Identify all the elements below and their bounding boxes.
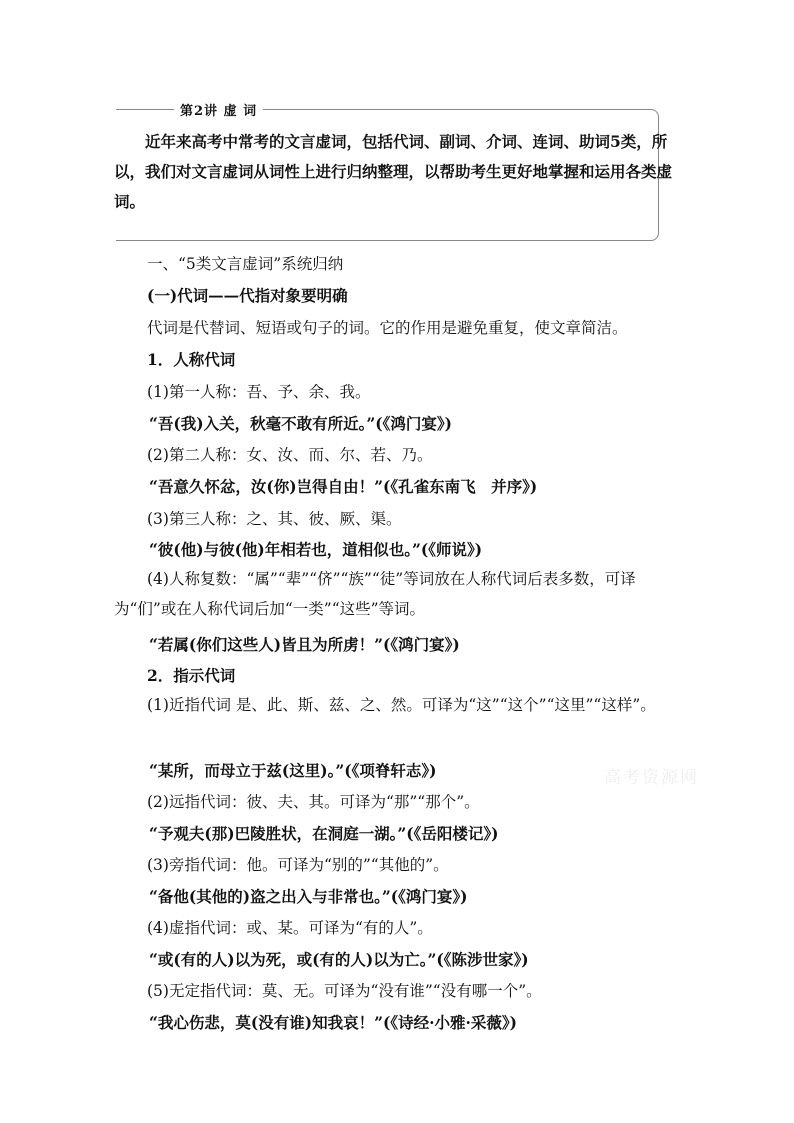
indefinite-pronoun-example: “或(有的人)以为死，或(有的人)以为亡。”(《陈涉世家》) <box>149 950 529 969</box>
far-demonstrative-item: (2)远指代词：彼、夫、其。可译为“那”“那个”。 <box>147 793 480 811</box>
subsection-heading: (一)代词——代指对象要明确 <box>147 286 348 305</box>
indefinite-pronoun-item: (4)虚指代词：或、某。可译为“有的人”。 <box>147 919 433 937</box>
plural-example: “若属(你们这些人)皆且为所虏！”(《鸿门宴》) <box>149 635 460 654</box>
second-person-example: “吾意久怀忿，汝(你)岂得自由！”(《孔雀东南飞 并序》) <box>149 477 538 496</box>
third-person-example: “彼(他)与彼(他)年相若也，道相似也。”(《师说》) <box>149 540 483 559</box>
definition-text: 代词是代替词、短语或句子的词。它的作用是避免重复，使文章简洁。 <box>147 319 628 337</box>
near-demonstrative-item: (1)近指代词 是、此、斯、兹、之、然。可译为“这”“这个”“这里”“这样”。 <box>147 696 656 714</box>
first-person-item: (1)第一人称：吾、予、余、我。 <box>147 383 371 401</box>
personal-pronoun-heading: 1．人称代词 <box>147 350 236 369</box>
intro-paragraph: 近年来高考中常考的文言虚词，包括代词、副词、介词、连词、助词5类，所以，我们对文言虚词从词性上进行归纳整理，以帮助考生更好地掌握和运用各类虚词。 <box>114 132 673 211</box>
other-demonstrative-item: (3)旁指代词：他。可译为“别的”“其他的”。 <box>147 856 449 874</box>
demonstrative-pronoun-heading: 2．指示代词 <box>147 666 236 685</box>
negative-pronoun-example: “我心伤悲，莫(没有谁)知我哀！”(《诗经·小雅·采薇》) <box>149 1013 517 1032</box>
negative-pronoun-item: (5)无定指代词：莫、无。可译为“没有谁”“没有哪一个”。 <box>147 982 542 1000</box>
plural-item: (4)人称复数：“属”“辈”“侪”“族”“徒”等词放在人称代词后表多数，可译为“们”或在人称代词后加“一类”“这些”等词。 <box>114 570 636 618</box>
section-heading: 一、“5类文言虚词”系统归纳 <box>147 255 344 273</box>
third-person-item: (3)第三人称：之、其、彼、厥、渠。 <box>147 510 402 528</box>
watermark: 高考资源网 <box>604 768 699 788</box>
lesson-title: 第2讲 虚 词 <box>174 100 263 119</box>
second-person-item: (2)第二人称：女、汝、而、尔、若、乃。 <box>147 446 433 464</box>
far-demonstrative-example: “予观夫(那)巴陵胜状，在洞庭一湖。”(《岳阳楼记》) <box>149 824 499 843</box>
near-demonstrative-example: “某所，而母立于兹(这里)。”(《项脊轩志》) <box>149 761 437 780</box>
other-demonstrative-example: “备他(其他的)盗之出入与非常也。”(《鸿门宴》) <box>149 887 468 906</box>
first-person-example: “吾(我)入关，秋毫不敢有所近。”(《鸿门宴》) <box>149 414 452 433</box>
